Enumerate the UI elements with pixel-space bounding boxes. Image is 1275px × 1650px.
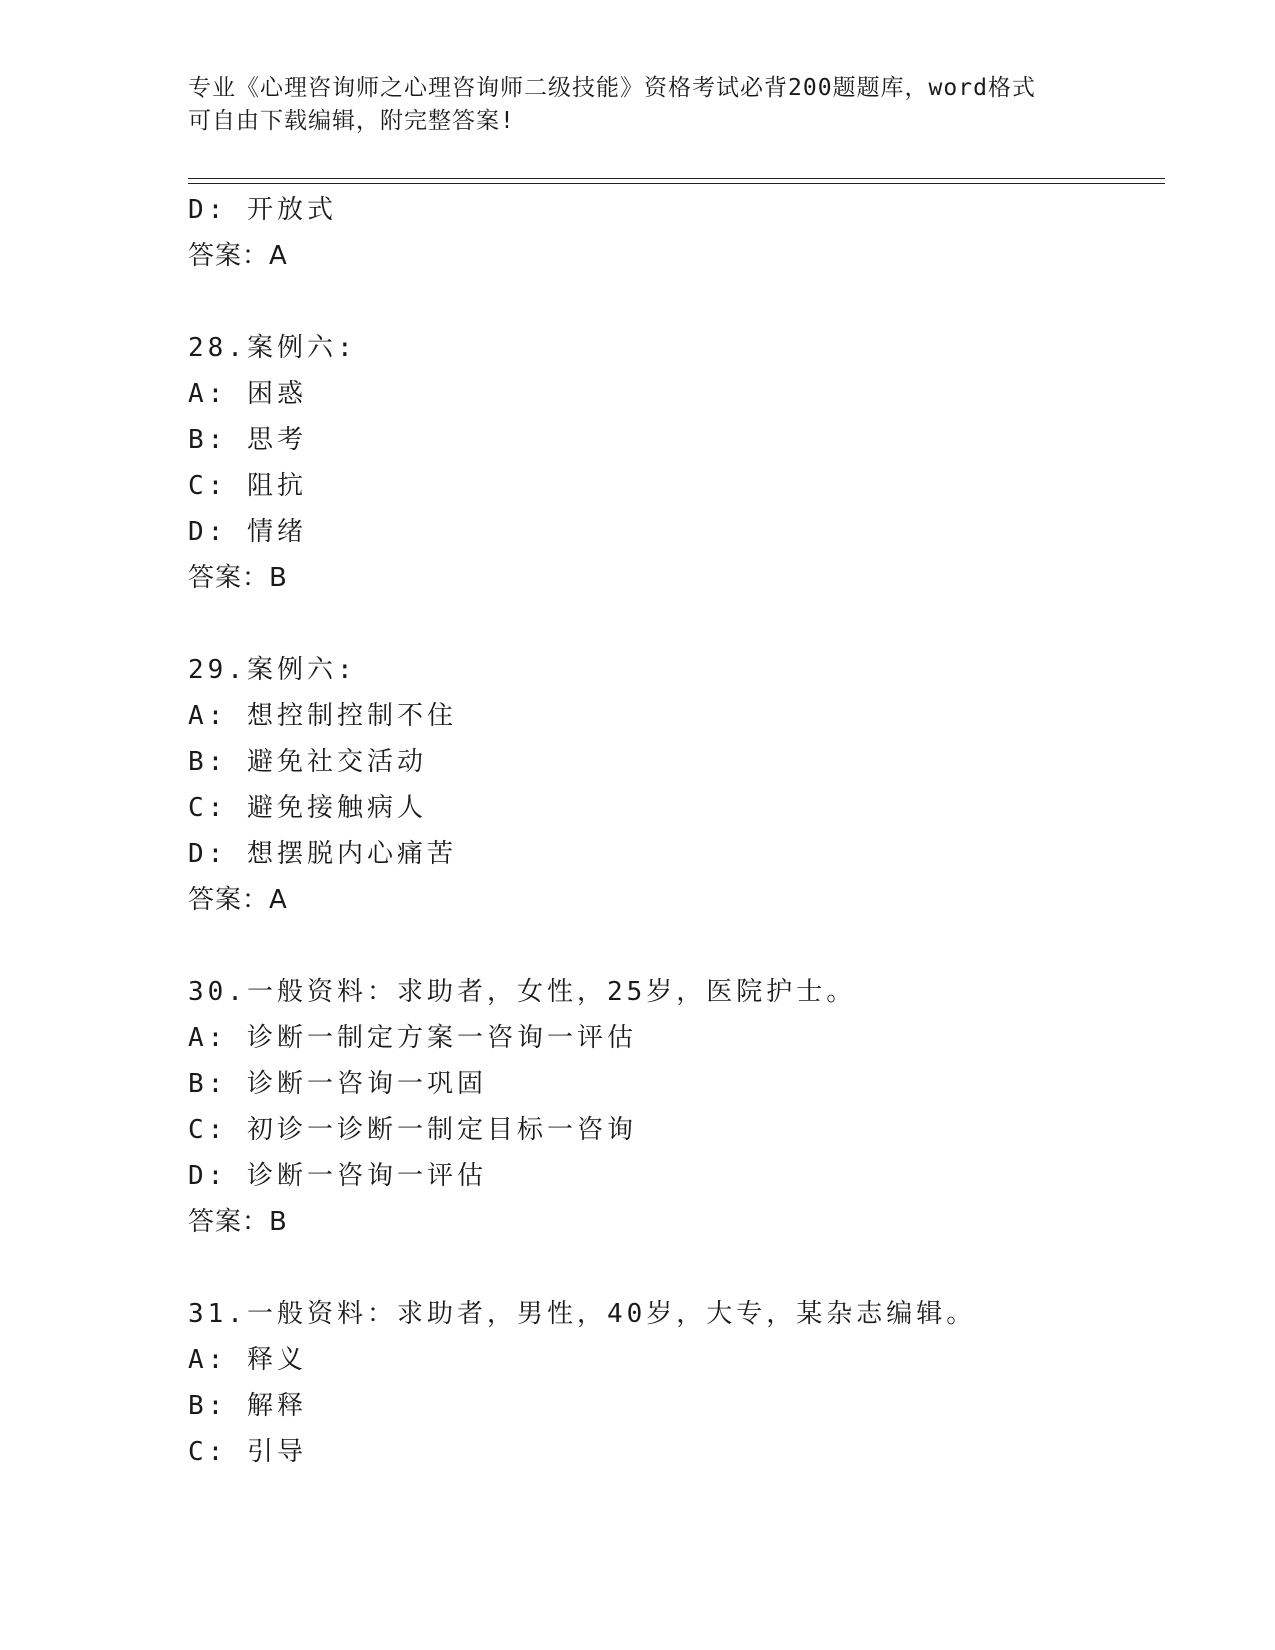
- answer-line: 答案：A: [188, 241, 288, 271]
- header-divider-top: [188, 178, 1165, 179]
- option-d: D: 诊断一咨询一评估: [188, 1161, 487, 1191]
- question-title: 31.一般资料：求助者，男性，40岁，大专，某杂志编辑。: [188, 1299, 977, 1329]
- option-c: C: 避免接触病人: [188, 793, 427, 823]
- answer-line: 答案：B: [188, 1207, 288, 1237]
- header-line-1: 专业《心理咨询师之心理咨询师二级技能》资格考试必背200题题库，word格式: [188, 75, 1036, 101]
- option-b: B: 解释: [188, 1391, 307, 1421]
- answer-line: 答案：B: [188, 563, 288, 593]
- question-title: 28.案例六:: [188, 333, 357, 363]
- option-b: B: 诊断一咨询一巩固: [188, 1069, 487, 1099]
- option-a: A: 想控制控制不住: [188, 701, 457, 731]
- question-title: 30.一般资料：求助者，女性，25岁，医院护士。: [188, 977, 857, 1007]
- option-c: C: 初诊一诊断一制定目标一咨询: [188, 1115, 637, 1145]
- option-a: A: 释义: [188, 1345, 307, 1375]
- header-line-2: 可自由下载编辑，附完整答案!: [188, 108, 515, 134]
- option-d: D: 想摆脱内心痛苦: [188, 839, 457, 869]
- option-c: C: 引导: [188, 1437, 307, 1467]
- option-b: B: 避免社交活动: [188, 747, 427, 777]
- document-header: [188, 72, 1088, 138]
- option-d: D: 情绪: [188, 517, 307, 547]
- spacer: [188, 923, 1188, 969]
- question-list: [188, 187, 1188, 1475]
- option-a: A: 诊断一制定方案一咨询一评估: [188, 1023, 637, 1053]
- option-a: A: 困惑: [188, 379, 307, 409]
- answer-line: 答案：A: [188, 885, 288, 915]
- option-d: D: 开放式: [188, 195, 337, 225]
- option-c: C: 阻抗: [188, 471, 307, 501]
- option-b: B: 思考: [188, 425, 307, 455]
- spacer: [188, 1245, 1188, 1291]
- question-title: 29.案例六:: [188, 655, 357, 685]
- spacer: [188, 601, 1188, 647]
- header-divider-bottom: [188, 183, 1165, 184]
- spacer: [188, 279, 1188, 325]
